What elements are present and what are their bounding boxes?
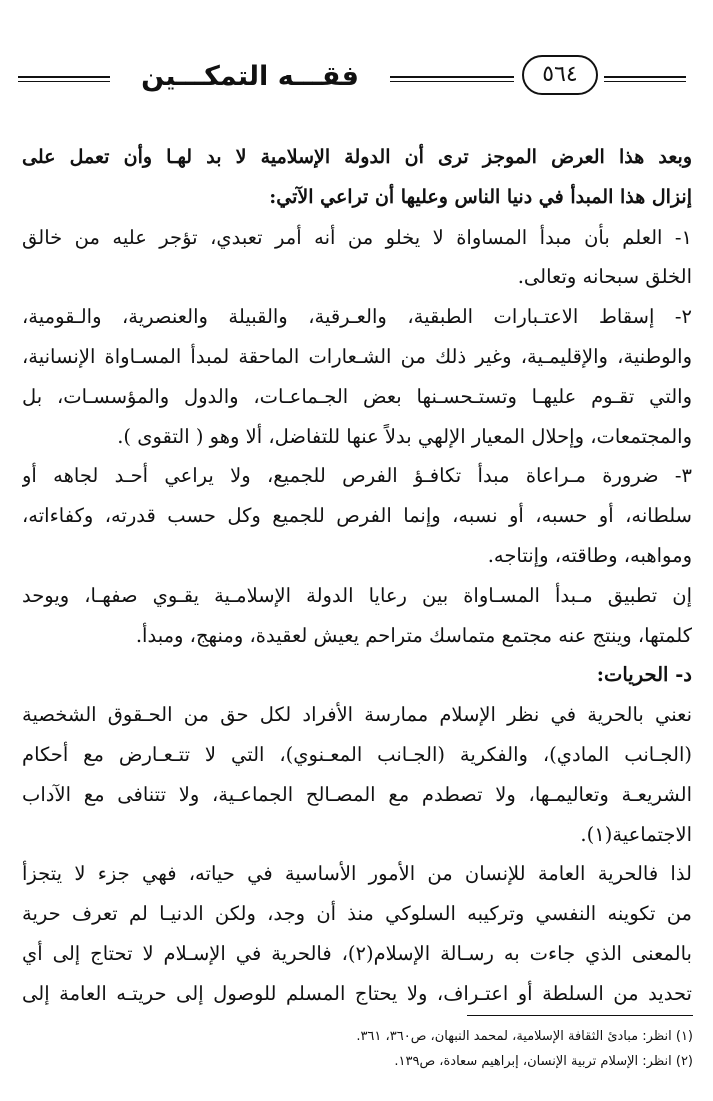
header-rule-left bbox=[18, 76, 110, 78]
text-line: الشريعـة وتعاليمـها، ولا تصطدم مع المصـالح الجماعـية، ولا تتنافى مع الآداب bbox=[22, 782, 692, 806]
text-line: من تكوينه النفسي وتركيبه السلوكي منذ أن وجد، ولكن الدنيـا لم تعرف حرية bbox=[22, 902, 692, 926]
text-line: إن تطبيق مـبدأ المسـاواة بين رعايا الدولة الإسلامـية يقـوي صفهـا، ويوحد bbox=[22, 583, 692, 607]
text-line: (الجـانب المادي)، والفكرية (الجـانب المعـنوي)، التي لا تتـعـارض مع أحكام bbox=[22, 742, 692, 766]
body-text bbox=[22, 138, 692, 1014]
footnotes bbox=[60, 1024, 693, 1074]
header-rule-right-under bbox=[604, 81, 686, 82]
text-line: إنزال هذا المبدأ في دنيا الناس وعليها أن تراعي الآتي: bbox=[269, 185, 692, 208]
text-line: ٢- إسقاط الاعتـبارات الطبقية، والعـرقية، والقبيلة والعنصرية، والـقومية، bbox=[22, 305, 692, 329]
section-heading: د- الحريات: bbox=[596, 663, 692, 687]
running-title: فقـــه التمكـــين bbox=[141, 61, 359, 92]
footnote: (١) انظر: مبادئ الثقافة الإسلامية، لمحمد النبهان، ص٣٦٠، ٣٦١. bbox=[356, 1029, 693, 1044]
text-line: نعني بالحرية في نظر الإسلام ممارسة الأفراد لكل حق من الحـقوق الشخصية bbox=[22, 703, 692, 727]
text-line: والوطنية، والإقليمـية، وغير ذلك من الشـعارات الماحقة لمبدأ المسـاواة الإنسانية، bbox=[22, 344, 692, 368]
header-rule-middle-under bbox=[390, 81, 514, 82]
text-line: بالمعنى الذي جاءت به رسـالة الإسلام(٢)، فالحرية في الإسـلام لا تحتاج إلى أي bbox=[22, 941, 692, 965]
text-line: ٣- ضرورة مـراعاة مبدأ تكافـؤ الفرص للجميع، ولا يراعي أحـد لجاهه أو bbox=[22, 464, 692, 488]
page-header bbox=[18, 55, 686, 101]
header-rule-middle bbox=[390, 76, 514, 78]
text-line: وبعد هذا العرض الموجز ترى أن الدولة الإسلامية لا بد لهـا وأن تعمل على bbox=[22, 146, 692, 168]
text-line: تحديد من السلطة أو اعتـراف، ولا يحتاج المسلم للوصول إلى حريتـه العامة إلى bbox=[22, 981, 692, 1005]
footnote: (٢) انظر: الإسلام تربية الإنسان، إبراهيم سعادة، ص١٣٩. bbox=[394, 1054, 693, 1069]
text-line: والمجتمعات، وإحلال المعيار الإلهي بدلاً عنها للتفاضل، ألا وهو ( التقوى ). bbox=[117, 424, 692, 448]
text-line: الخلق سبحانه وتعالى. bbox=[517, 265, 692, 289]
text-line: لذا فالحرية العامة للإنسان من الأمور الأساسية في حياته، فهي جزء لا يتجزأ bbox=[22, 862, 692, 886]
text-line: ومواهبه، وطاقته، وإنتاجه. bbox=[487, 543, 692, 567]
text-line: والتي تقـوم عليهـا وتستـحسـنها بعض الجـماعـات، والدول والمؤسسـات، بل bbox=[22, 384, 692, 408]
text-line: الاجتماعية(١). bbox=[580, 822, 692, 846]
text-line: ١- العلم بأن مبدأ المساواة لا يخلو من أنه أمر تعبدي، تؤجر عليه من خالق bbox=[22, 225, 692, 249]
footnote-separator bbox=[467, 1015, 693, 1016]
text-line: سلطانه، أو حسبه، أو نسبه، وإنما الفرص للجميع وكل حسب قدرته، وكفاءاته، bbox=[22, 504, 692, 528]
text-line: كلمتها، وينتج عنه مجتمع متماسك متراحم يعيش لعقيدة، ومنهج، ومبدأ. bbox=[135, 623, 692, 647]
header-rule-right bbox=[604, 76, 686, 78]
header-rule-left-under bbox=[18, 81, 110, 82]
page-number: ٥٦٤ bbox=[522, 55, 598, 95]
